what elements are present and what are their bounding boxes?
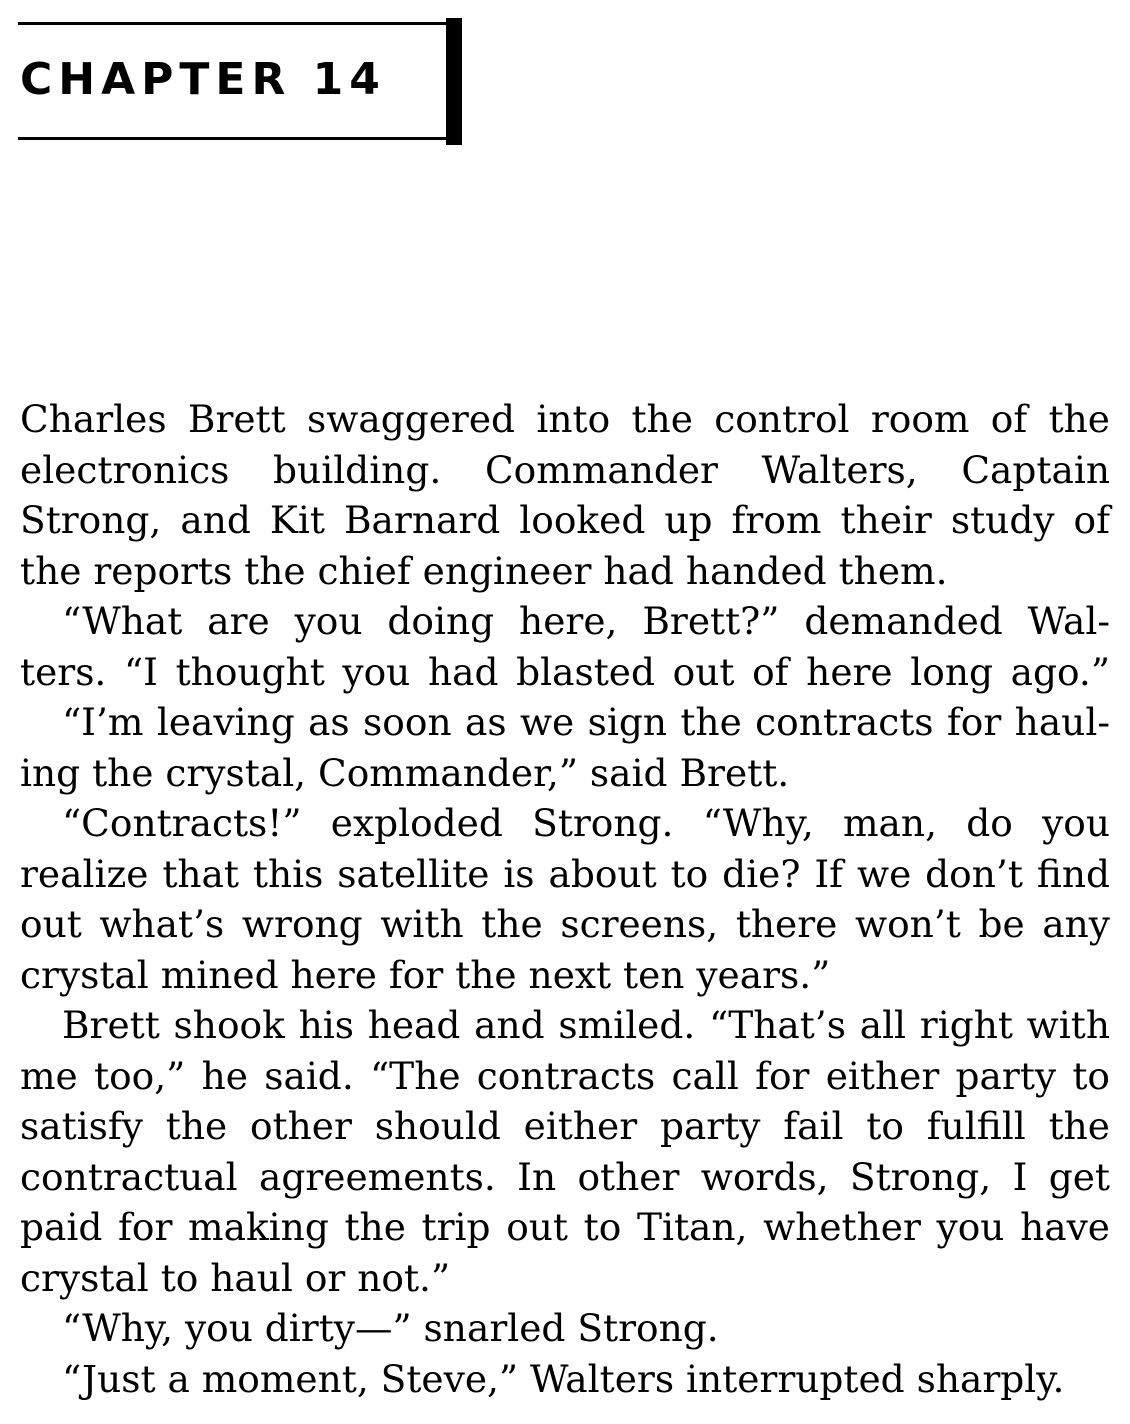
text-line: “What are you doing here, Brett?” demanded Wal- <box>62 599 1110 643</box>
chapter-body <box>20 394 1110 1404</box>
paragraph-3 <box>20 697 1110 798</box>
text-line: me too,” he said. “The contracts call for either party to <box>20 1053 1110 1098</box>
text-line: Strong, and Kit Barnard looked up from their study of <box>20 498 1110 542</box>
text-line: electronics building. Commander Walters, Captain <box>20 447 1110 492</box>
chapter-heading-bar <box>446 18 462 145</box>
text-line: “I’m leaving as soon as we sign the contracts for haul- <box>62 700 1110 744</box>
paragraph-7 <box>20 1354 1110 1405</box>
text-line: out what’s wrong with the screens, there won’t be any <box>20 902 1110 946</box>
chapter-title: CHAPTER 14 <box>20 54 386 105</box>
text-line: realize that this satellite is about to die? If we don’t find <box>20 851 1110 896</box>
text-line: “Why, you dirty—” snarled Strong. <box>62 1306 719 1350</box>
text-line: Charles Brett swaggered into the control room of the <box>20 397 1110 441</box>
paragraph-2 <box>20 596 1110 697</box>
text-line: paid for making the trip out to Titan, whether you have <box>20 1205 1110 1249</box>
text-line: crystal mined here for the next ten years.” <box>20 952 831 997</box>
text-line: “Just a moment, Steve,” Walters interrupted sharply. <box>62 1356 1065 1401</box>
text-line: ing the crystal, Commander,” said Brett. <box>20 750 790 795</box>
chapter-heading-box <box>18 22 446 140</box>
text-line: crystal to haul or not.” <box>20 1255 451 1300</box>
text-line: contractual agreements. In other words, Strong, I get <box>20 1154 1110 1199</box>
text-line: the reports the chief engineer had handed them. <box>20 548 948 593</box>
text-line: satisfy the other should either party fail to fulfill the <box>20 1104 1110 1148</box>
paragraph-6 <box>20 1303 1110 1354</box>
paragraph-5 <box>20 1000 1110 1303</box>
text-line: Brett shook his head and smiled. “That’s all right with <box>62 1003 1110 1047</box>
text-line: ters. “I thought you had blasted out of here long ago.” <box>20 649 1110 694</box>
paragraph-4 <box>20 798 1110 1000</box>
paragraph-1 <box>20 394 1110 596</box>
text-line: “Contracts!” exploded Strong. “Why, man, do you <box>62 801 1110 845</box>
